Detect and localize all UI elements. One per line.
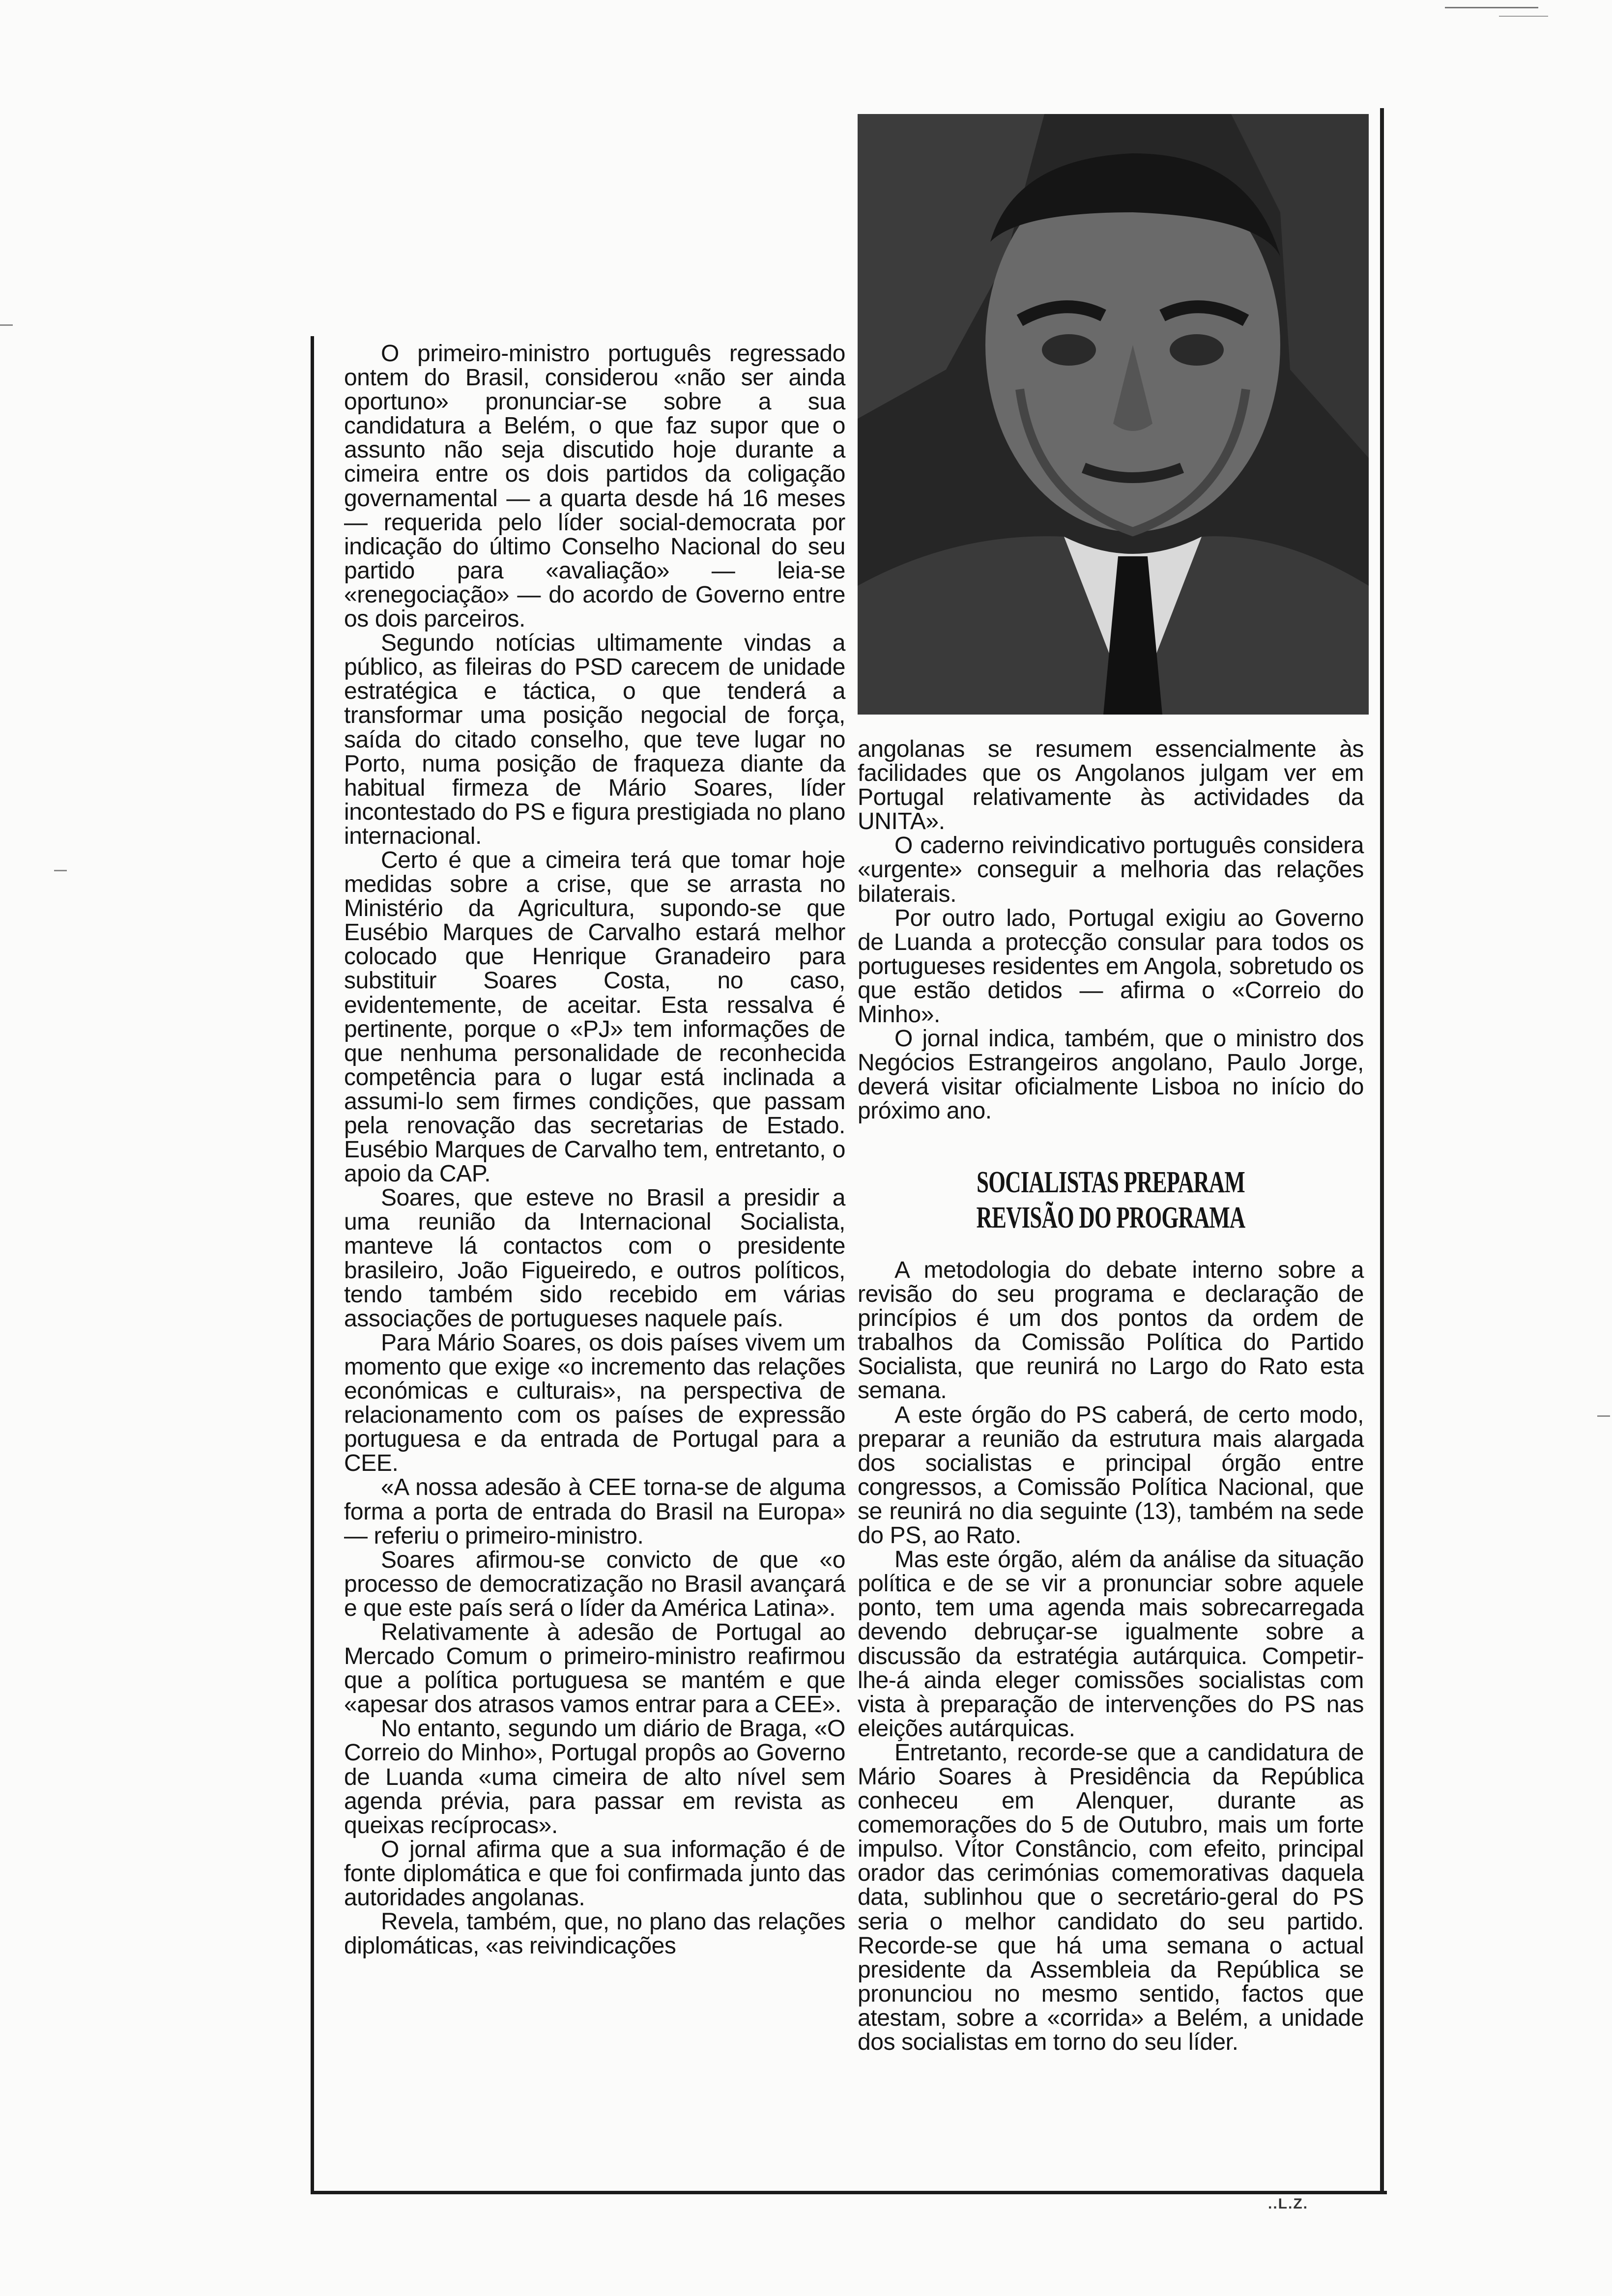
footer-initials: ..L.Z. (1268, 2196, 1308, 2212)
paragraph: Entretanto, recorde-se que a candidatura de Mário Soares à Presidência da República conheceu em Alenquer, durante as comemorações do 5 de Outubro, mais um forte impulso. Vítor Constâncio, com efeito, principal orador das cerimónias comemorativas daquela data, sublinhou que o secretário-geral do PS seria o melhor candidato do seu partido. Recorde-se que há uma semana o actual presidente da Assembleia da República se pronunciou no mesmo sentido, factos que atestam, sobre a «corrida» a Belém, a unidade dos socialistas em torno do seu líder. (858, 1739, 1364, 2055)
paragraph: Certo é que a cimeira terá que tomar hoje medidas sobre a crise, que se arrasta no Ministério da Agricultura, supondo-se que Eusébio Marques de Carvalho estará melhor colocado que Henrique Granadeiro para substituir Soares Costa, no caso, evidentemente, de aceitar. Esta ressalva é pertinente, porque o «PJ» tem informações de que nenhuma personalidade de reconhecida competência para o lugar está inclinada a assumi-lo sem firmes condições, que passam pela renovação das secretarias de Estado. Eusébio Marques de Carvalho tem, entretanto, o apoio da CAP. (344, 847, 845, 1187)
paragraph: Segundo notícias ultimamente vindas a público, as fileiras do PSD carecem de unidade estratégica e táctica, o que tenderá a transformar uma posição negocial de força, saída do citado conselho, que teve lugar no Porto, numa posição de fraqueza diante da habitual firmeza de Mário Soares, líder incontestado do PS e figura prestigiada no plano internacional. (344, 630, 845, 849)
subheadline-line: REVISÃO DO PROGRAMA (976, 1201, 1245, 1234)
margin-tick (54, 870, 67, 871)
portrait-photo (858, 114, 1369, 715)
paragraph: Soares, que esteve no Brasil a presidir a uma reunião da Internacional Socialista, manteve lá contactos com o presidente brasileiro, João Figueiredo, e outros políticos, tendo também sido recebido em várias associações de portugueses naquele país. (344, 1185, 845, 1332)
paragraph: Para Mário Soares, os dois países vivem um momento que exige «o incremento das relações económicas e culturais», na perspectiva de relacionamento com os países de expressão portuguesa e da entrada de Portugal para a CEE. (344, 1329, 845, 1477)
subheadline-line: SOCIALISTAS PREPARAM (977, 1166, 1245, 1199)
paragraph: A este órgão do PS caberá, de certo modo, preparar a reunião da estrutura mais alargada dos socialistas e principal órgão entre congressos, a Comissão Política Nacional, que se reunirá no dia seguinte (13), também na sede do PS, ao Rato. (858, 1402, 1364, 1549)
paragraph: Soares afirmou-se convicto de que «o processo de democratização no Brasil avançará e que este país será o líder da América Latina». (344, 1547, 845, 1621)
paragraph: O primeiro-ministro português regressado ontem do Brasil, considerou «não ser ainda oportuno» pronunciar-se sobre a sua candidatura a Belém, o que faz supor que o assunto não seja discutido hoje durante a cimeira entre os dois partidos da coligação governamental — a quarta desde há 16 meses — requerida pelo líder social-democrata por indicação do último Conselho Nacional do seu partido para «avaliação» — leia-se «renegociação» — do acordo de Governo entre os dois parceiros. (344, 341, 845, 632)
corner-rule (1445, 7, 1538, 8)
article-left-column (344, 342, 845, 1958)
paragraph: Relativamente à adesão de Portugal ao Mercado Comum o primeiro-ministro reafirmou que a política portuguesa se mantém e que «apesar dos atrasos vamos entrar para a CEE». (344, 1619, 845, 1718)
paragraph: A metodologia do debate interno sobre a revisão do seu programa e declaração de princípios é um dos pontos da ordem de trabalhos da Comissão Política do Partido Socialista, que reunirá no Largo do Rato esta semana. (858, 1257, 1364, 1404)
margin-tick (1597, 1415, 1610, 1417)
paragraph: angolanas se resumem essencialmente às facilidades que os Angolanos julgam ver em Portugal relativamente às actividades da UNITA». (858, 736, 1364, 835)
article-right-column-2 (858, 1258, 1364, 2054)
paragraph: Mas este órgão, além da análise da situação política e de se vir a pronunciar sobre aquele ponto, tem uma agenda mais sobrecarregada devendo debruçar-se igualmente sobre a discussão da estratégia autárquica. Competir-lhe-á ainda eleger comissões socialistas com vista à preparação de intervenções do PS nas eleições autárquicas. (858, 1547, 1364, 1742)
paragraph: «A nossa adesão à CEE torna-se de alguma forma a porta de entrada do Brasil na Europa» — referiu o primeiro-ministro. (344, 1474, 845, 1549)
paragraph: Revela, também, que, no plano das relações diplomáticas, «as reivindicações (344, 1909, 845, 1959)
article-right-column (858, 737, 1364, 1123)
clipping-border-right (1380, 108, 1384, 2194)
clipping-border-bottom (311, 2191, 1387, 2194)
subheadline (928, 1165, 1293, 1235)
clipping-border-left (311, 336, 314, 2194)
corner-rule (1499, 16, 1548, 17)
paragraph: Por outro lado, Portugal exigiu ao Governo de Luanda a protecção consular para todos os portugueses residentes em Angola, sobretudo os que estão detidos — afirma o «Correio do Minho». (858, 905, 1364, 1028)
paragraph: O jornal afirma que a sua informação é de fonte diplomática e que foi confirmada junto das autoridades angolanas. (344, 1836, 845, 1911)
paragraph: O jornal indica, também, que o ministro dos Negócios Estrangeiros angolano, Paulo Jorge, deverá visitar oficialmente Lisboa no início do próximo ano. (858, 1026, 1364, 1124)
paragraph: O caderno reivindicativo português considera «urgente» conseguir a melhoria das relações bilaterais. (858, 832, 1364, 907)
paragraph: No entanto, segundo um diário de Braga, «O Correio do Minho», Portugal propôs ao Governo de Luanda «uma cimeira de alto nível sem agenda prévia, para passar em revista as queixas recíprocas». (344, 1716, 845, 1838)
margin-tick (0, 324, 13, 326)
